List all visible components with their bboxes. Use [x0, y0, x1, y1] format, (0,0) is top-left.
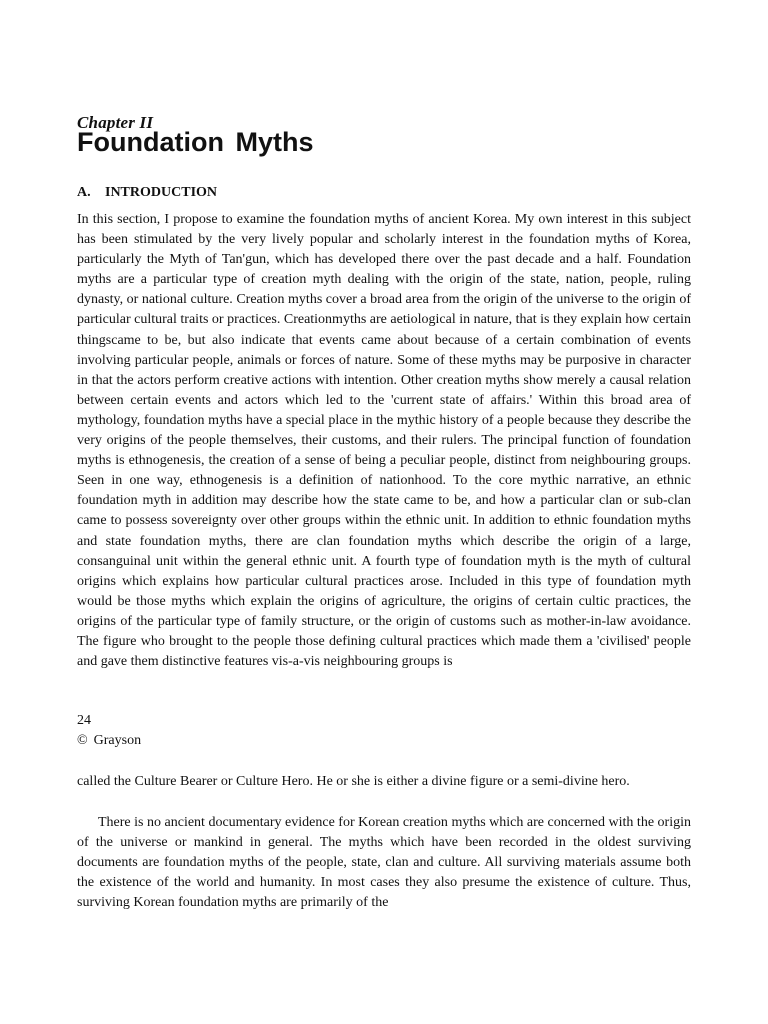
copyright-line — [77, 733, 141, 749]
copyright-holder: Grayson — [93, 733, 142, 748]
body-paragraph-3: There is no ancient documentary evidence for Korean creation myths which are concerned with the origin of the universe or mankind in general. The myths which have been recorded in the oldest surviving documents are foundation myths of the people, state, clan and culture. All surviving materials assume both the existence of the world and humanity. In most cases they also presume the existence of culture. Thus, surviving Korean foundation myths are primarily of the — [77, 815, 691, 911]
section-number: A. — [77, 185, 91, 200]
copyright-symbol: © — [77, 733, 88, 748]
page-number: 24 — [77, 713, 91, 728]
body-paragraph-1: In this section, I propose to examine the foundation myths of ancient Korea. My own interest in this subject has been stimulated by the very lively popular and scholarly interest in the foundation myths of Korea, particularly the Myth of Tan'gun, which has developed there over the past decade and a half. Foundation myths are a particular type of creation myth dealing with the origin of the state, nation, people, ruling dynasty, or national culture. Creation myths cover a broad area from the origin of the universe to the origin of particular cultural traits or practices. Creationmyths are aetiological in nature, that is they explain how certain thingscame to be, but also indicate that events came about because of a certain combination of events involving particular people, animals or forces of nature. Some of these myths may be purposive in character in that the actors perform creative actions with intention. Other creation myths show merely a causal relation between certain events and actors which led to the 'current state of affairs.' Within this broad area of mythology, foundation myths have a special place in the mythic history of a people because they describe the very origins of the people themselves, their customs, and their rulers. The principal function of foundation myths is ethnogenesis, the creation of a sense of being a peculiar people, distinct from neighbouring groups. Seen in one way, ethnogenesis is a definition of nationhood. To the core mythic narrative, an ethnic foundation myth in addition may describe how the state came to be, and how a particular clan or sub-clan came to possess sovereignty over other groups within the ethnic unit. In addition to ethnic foundation myths and state foundation myths, there are clan foundation myths which describe the origin of a large, consanguinal unit within the general ethnic unit. A fourth type of foundation myth is the myth of cultural origins which explains how particular cultural practices arose. Included in this type of foundation myth would be those myths which explain the origins of agriculture, the origins of certain cultic practices, the origins of the particular type of family structure, or the origin of customs such as mother-in-law avoidance. The figure who brought to the people those defining cultural practices which made them a 'civilised' people and gave them distinctive features vis-a-vis neighbouring groups is — [77, 212, 691, 670]
section-heading — [77, 185, 217, 201]
chapter-title: Foundation Myths — [77, 127, 314, 157]
section-title: INTRODUCTION — [105, 185, 218, 200]
body-paragraph-2: called the Culture Bearer or Culture Hero. He or she is either a divine figure or a semi-divine hero. — [77, 774, 630, 789]
chapter-label: Chapter II — [77, 113, 154, 132]
